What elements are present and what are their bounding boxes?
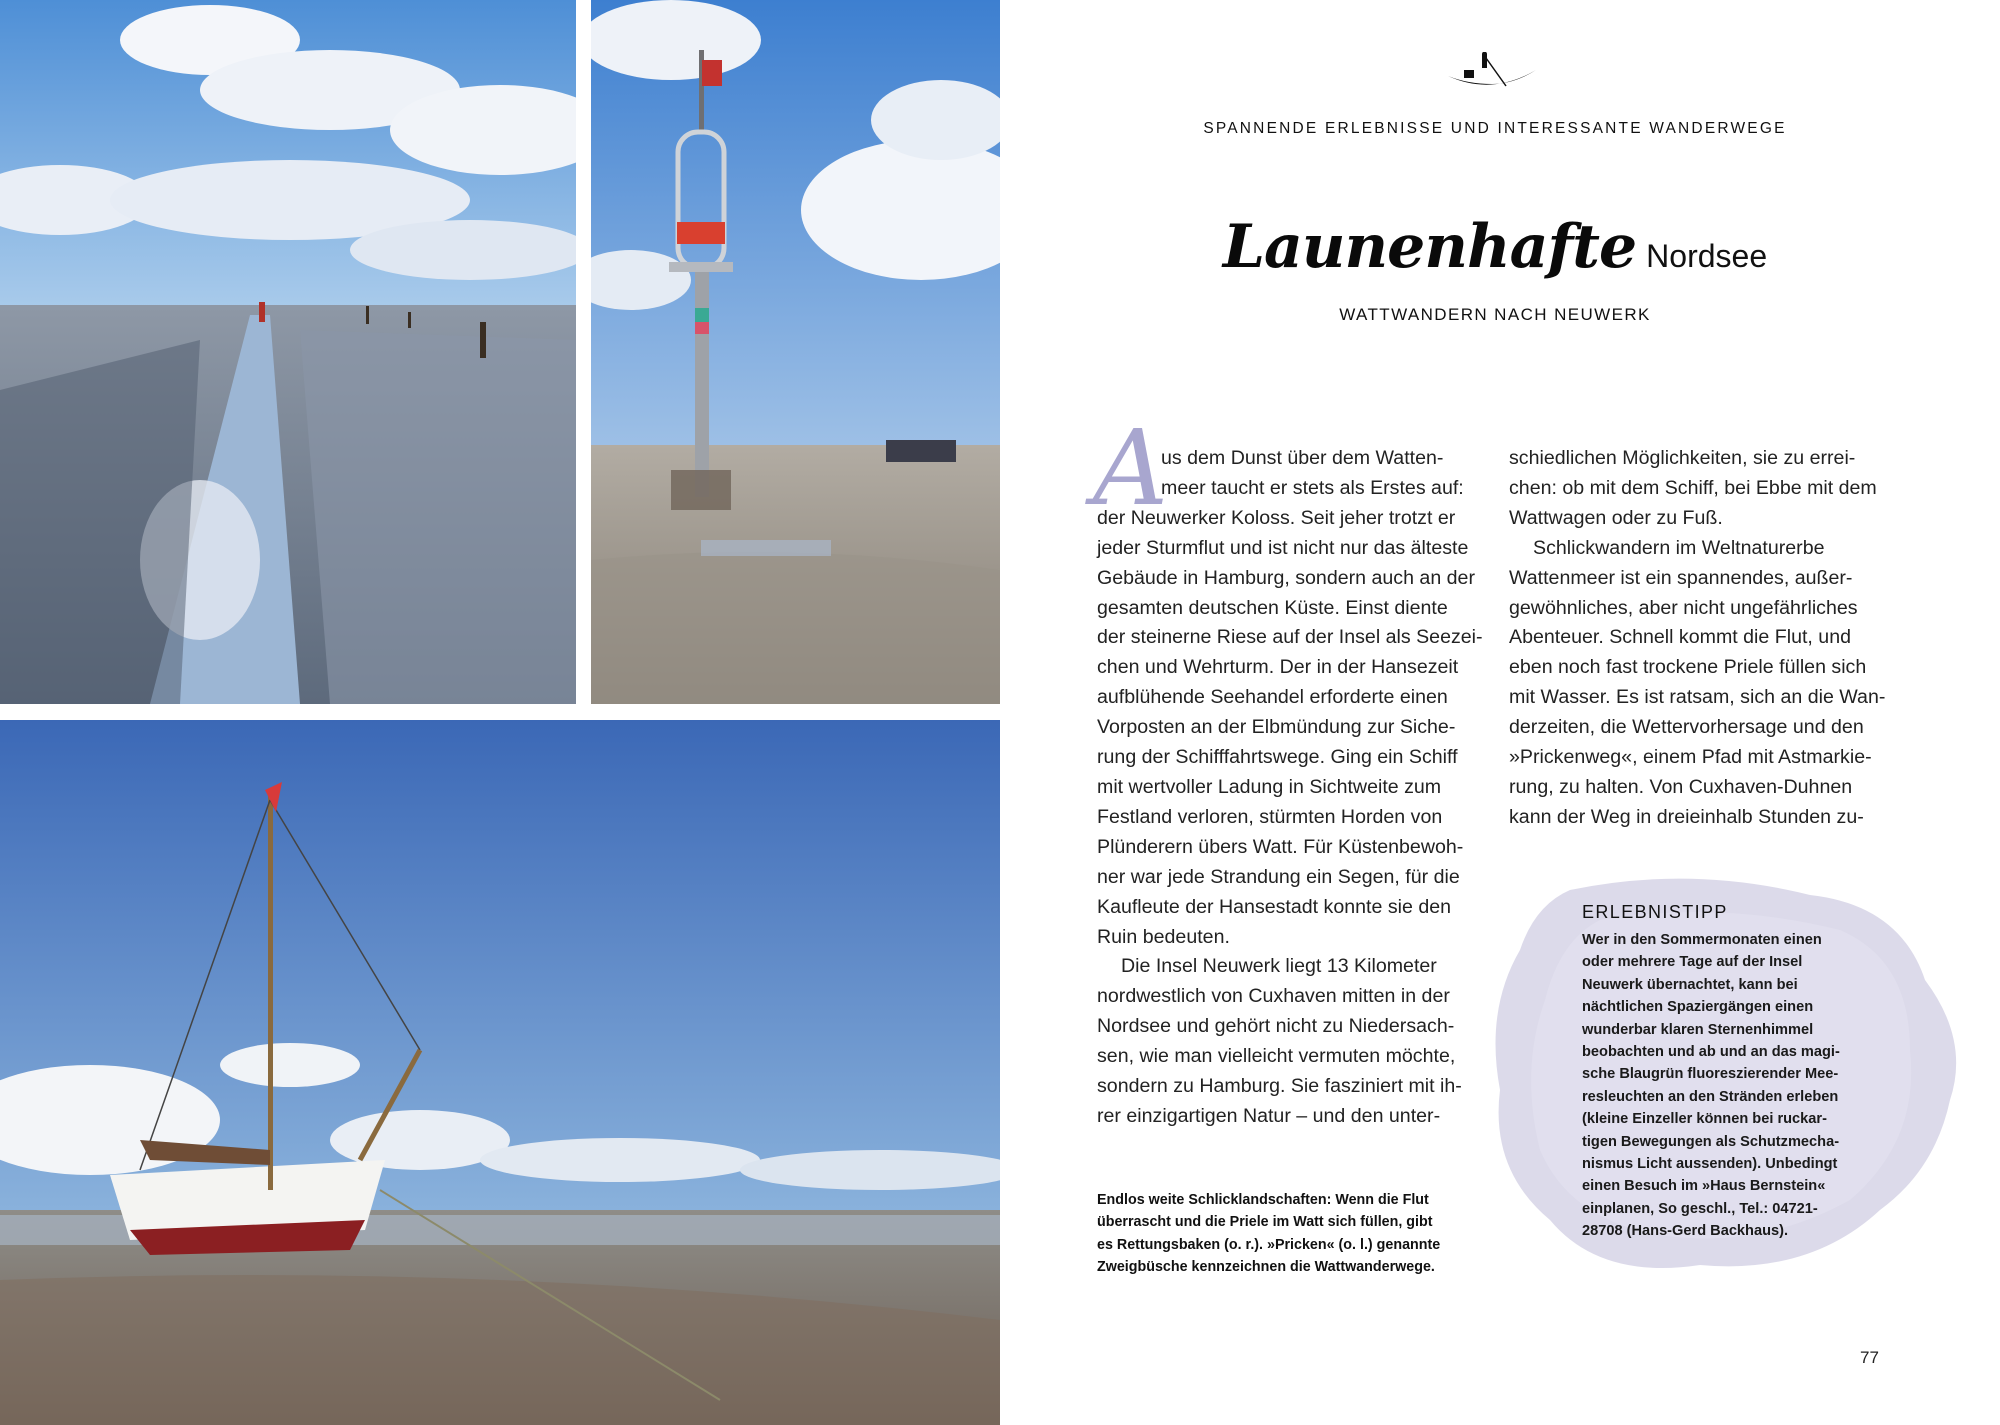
tip-line: einen Besuch im »Haus Bernstein« (1582, 1178, 1826, 1195)
title-sans: Nordsee (1646, 238, 1768, 274)
body-line: chen: ob mit dem Schiff, bei Ebbe mit dem (1509, 476, 1877, 499)
drop-cap: A (1093, 407, 1169, 529)
section-kicker: SPANNENDE ERLEBNISSE UND INTERESSANTE WANDERWEGE (1203, 120, 1787, 137)
body-line: chen und Wehrturm. Der in der Hansezeit (1097, 656, 1459, 679)
body-line: sen, wie man vielleicht vermuten möchte, (1097, 1045, 1456, 1068)
body-line: »Prickenweg«, einem Pfad mit Astmarkie- (1509, 746, 1872, 769)
body-line: Wattenmeer ist ein spannendes, außer- (1509, 566, 1853, 589)
tip-line: resleuchten an den Stränden erleben (1582, 1088, 1839, 1105)
tip-line: 28708 (Hans-Gerd Backhaus). (1582, 1223, 1789, 1240)
tip-line: oder mehrere Tage auf der Insel (1582, 954, 1803, 971)
tip-line: beobachten und ab und an das magi- (1582, 1044, 1840, 1061)
body-line: Kaufleute der Hansestadt konnte sie den (1097, 895, 1452, 918)
photo-rescue-beacon (591, 0, 1000, 704)
photo-sailboat-mudflat (0, 720, 1000, 1425)
tip-line: Wer in den Sommermonaten einen (1582, 932, 1822, 948)
photo-mudflat-pricken (0, 0, 576, 704)
body-line: eben noch fast trockene Priele füllen sich (1509, 656, 1867, 679)
tip-body (1582, 929, 1840, 1243)
caption-line: Zweigbüsche kennzeichnen die Wattwanderwege. (1097, 1258, 1435, 1275)
tip-line: Neuwerk übernachtet, kann bei (1582, 976, 1798, 993)
tip-line: sche Blaugrün fluoreszierender Mee- (1582, 1066, 1839, 1083)
title-script: Launenhafte (1222, 212, 1637, 282)
body-line: gesamten deutschen Küste. Einst diente (1097, 596, 1448, 619)
page-number: 77 (1860, 1348, 1879, 1367)
body-column-left (1093, 407, 1483, 1132)
body-line: ner war jede Strandung ein Segen, für die (1097, 865, 1460, 888)
photo-caption (1097, 1189, 1440, 1278)
body-line: Wattwagen oder zu Fuß. (1509, 506, 1723, 529)
body-line: rung der Schifffahrtswege. Ging ein Schiff (1097, 746, 1458, 769)
body-line: schiedlichen Möglichkeiten, sie zu errei- (1509, 447, 1856, 469)
page-title (1120, 212, 1870, 282)
tip-line: wunderbar klaren Sternenhimmel (1582, 1021, 1814, 1038)
body-line: Vorposten an der Elbmündung zur Siche- (1097, 716, 1456, 739)
body-line: Abenteuer. Schnell kommt die Flut, und (1509, 626, 1851, 649)
tip-line: einplanen, So geschl., Tel.: 04721- (1582, 1200, 1818, 1217)
experience-tip-box (1582, 902, 1840, 1243)
caption-line: es Rettungsbaken (o. r.). »Pricken« (o. l.) genannte (1097, 1236, 1441, 1253)
body-line: aufblühende Seehandel erforderte einen (1097, 686, 1448, 709)
tip-line: tigen Bewegungen als Schutzmecha- (1582, 1133, 1840, 1150)
body-line: Nordsee und gehört nicht zu Niedersach- (1097, 1015, 1455, 1038)
body-line: der Neuwerker Koloss. Seit jeher trotzt er (1097, 506, 1456, 529)
body-line: Festland verloren, stürmten Horden von (1097, 805, 1443, 828)
body-line: Plünderern übers Watt. Für Küstenbewoh- (1097, 835, 1464, 858)
body-line: mit Wasser. Es ist ratsam, sich an die Wan- (1509, 686, 1886, 709)
body-line: meer taucht er stets als Erstes auf: (1161, 476, 1464, 499)
body-line: der steinerne Riese auf der Insel als Seezei- (1097, 626, 1483, 649)
body-line: Gebäude in Hamburg, sondern auch an der (1097, 566, 1475, 589)
tip-heading: ERLEBNISTIPP (1582, 902, 1728, 922)
tip-line: (kleine Einzeller können bei ruckar- (1582, 1111, 1827, 1128)
tip-line: nächtlichen Spaziergängen einen (1582, 999, 1814, 1016)
body-line: jeder Sturmflut und ist nicht nur das älteste (1097, 536, 1469, 559)
body-line: Schlickwandern im Weltnaturerbe (1533, 536, 1825, 559)
body-line: Ruin bedeuten. (1097, 925, 1230, 948)
tip-line: nismus Licht aussenden). Unbedingt (1582, 1156, 1838, 1173)
body-line: derzeiten, die Wettervorhersage und den (1509, 716, 1864, 739)
body-line: rung, zu halten. Von Cuxhaven-Duhnen (1509, 775, 1853, 798)
gondola-icon (1444, 52, 1540, 96)
body-column-right (1509, 444, 1909, 833)
body-line: gewöhnliches, aber nicht ungefährliches (1509, 596, 1858, 619)
body-line: us dem Dunst über dem Watten- (1161, 447, 1444, 469)
body-line: sondern zu Hamburg. Sie fasziniert mit ih- (1097, 1075, 1462, 1098)
body-line: Die Insel Neuwerk liegt 13 Kilometer (1121, 955, 1437, 978)
caption-line: überrascht und die Priele im Watt sich füllen, gibt (1097, 1214, 1433, 1231)
body-line: nordwestlich von Cuxhaven mitten in der (1097, 985, 1450, 1008)
body-line: kann der Weg in dreieinhalb Stunden zu- (1509, 805, 1864, 828)
caption-line: Endlos weite Schlicklandschaften: Wenn die Flut (1097, 1192, 1429, 1208)
body-line: mit wertvoller Ladung in Sichtweite zum (1097, 775, 1442, 798)
body-line: rer einzigartigen Natur – und den unter- (1097, 1104, 1441, 1127)
page-subtitle: WATTWANDERN NACH NEUWERK (1339, 305, 1651, 324)
